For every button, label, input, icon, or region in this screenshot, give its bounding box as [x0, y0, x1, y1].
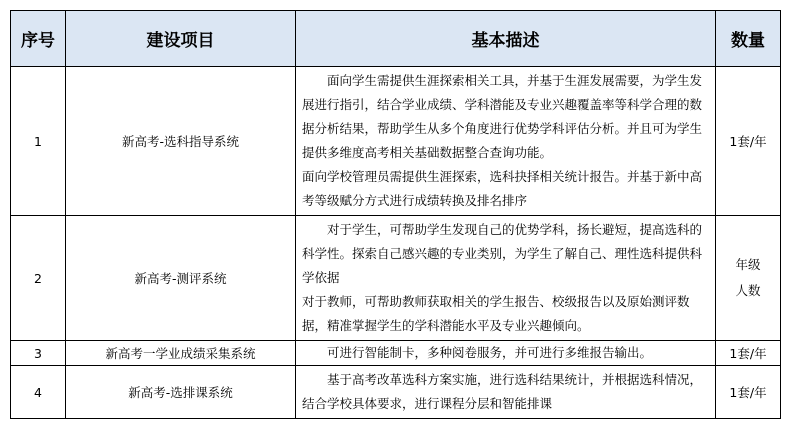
row-quantity: 1套/年 [716, 341, 781, 366]
row-project: 新高考一学业成绩采集系统 [66, 341, 296, 366]
quantity-line: 年级 [735, 257, 761, 272]
description-paragraph: 对于学生，可帮助学生发现自己的优势学科，扬长避短，提高选科的科学性。探索自己感兴趣的专业类别，为学生了解自己、理性选科提供科学依据 [302, 222, 703, 285]
table-row [11, 341, 781, 366]
row-quantity [716, 216, 781, 341]
row-description [296, 67, 716, 216]
header-index: 序号 [11, 11, 66, 67]
table-row [11, 216, 781, 341]
row-index: 2 [11, 216, 66, 341]
description-paragraph: 对于教师，可帮助教师获取相关的学生报告、校级报告以及原始测评数据，精准掌握学生的学科潜能水平及专业兴趣倾向。 [302, 294, 690, 333]
row-quantity: 1套/年 [716, 366, 781, 419]
row-project: 新高考-选科指导系统 [66, 67, 296, 216]
row-index: 4 [11, 366, 66, 419]
row-index: 3 [11, 341, 66, 366]
header-description: 基本描述 [296, 11, 716, 67]
project-table [10, 10, 781, 419]
row-description [296, 216, 716, 341]
table-row [11, 67, 781, 216]
description-paragraph: 基于高考改革选科方案实施，进行选科结果统计，并根据选科情况，结合学校具体要求，进行课程分层和智能排课 [302, 372, 703, 411]
row-project: 新高考-选排课系统 [66, 366, 296, 419]
table-row [11, 366, 781, 419]
row-description [296, 366, 716, 419]
description-paragraph: 可进行智能制卡，多种阅卷服务，并可进行多维报告输出。 [327, 345, 653, 360]
row-description [296, 341, 716, 366]
header-row [11, 11, 781, 67]
quantity-line: 人数 [735, 283, 761, 298]
header-quantity: 数量 [716, 11, 781, 67]
description-paragraph: 面向学校管理员需提供生涯探索，选科抉择相关统计报告。并基于新中高考等级赋分方式进行成绩转换及排名排序 [302, 169, 703, 208]
description-paragraph: 面向学生需提供生涯探索相关工具，并基于生涯发展需要，为学生发展进行指引，结合学业成绩、学科潜能及专业兴趣覆盖率等科学合理的数据分析结果，帮助学生从多个角度进行优势学科评估分析。并且可为学生提供多维度高考相关基础数据整合查询功能。 [302, 73, 703, 160]
row-quantity: 1套/年 [716, 67, 781, 216]
row-project: 新高考-测评系统 [66, 216, 296, 341]
row-index: 1 [11, 67, 66, 216]
header-project: 建设项目 [66, 11, 296, 67]
